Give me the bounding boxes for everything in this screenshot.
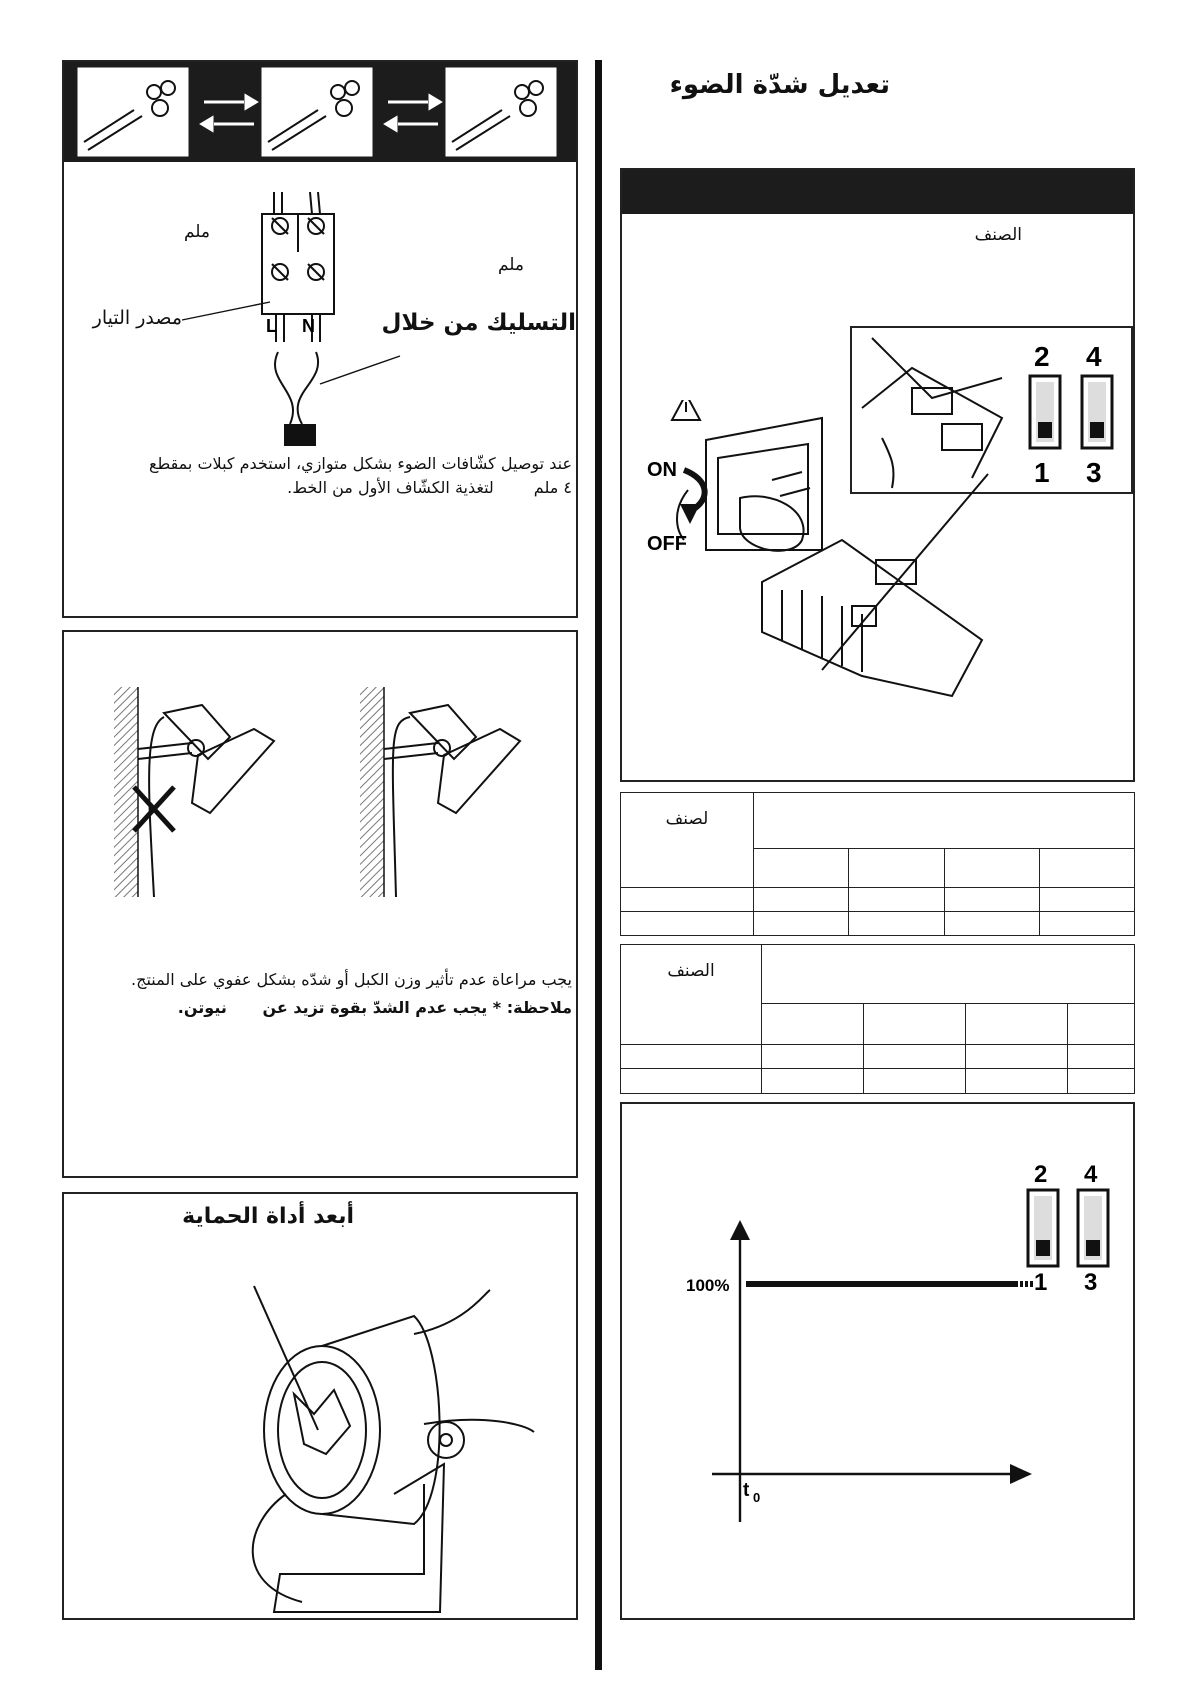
graph-dip-label-3: 3 <box>1084 1269 1098 1296</box>
graph-x-label: t <box>743 1480 750 1501</box>
mounting-panel <box>62 630 578 1178</box>
settings-table-1 <box>620 792 1135 936</box>
mm-label-left: ملم <box>183 222 210 242</box>
mounting-note-line1: يجب مراعاة عدم تأثير وزن الكبل أو شدّه بشكل عفوي على المنتج. <box>131 970 572 989</box>
graph-dip-label-4: 4 <box>1084 1161 1098 1188</box>
mounting-note-line2: ملاحظة: * يجب عدم الشدّ بقوة تزيد عن <box>262 998 572 1017</box>
terminal-l-label: L <box>266 316 277 336</box>
graph-100-label: 100% <box>686 1276 730 1295</box>
spotlight-illustration <box>64 1194 576 1618</box>
mm-label-right: ملم <box>497 255 524 275</box>
graph-dip-label-1: 1 <box>1034 1269 1048 1296</box>
wiring-note-line2: ٤ ملم <box>533 478 572 497</box>
class-label: الصنف <box>974 225 1022 245</box>
column-divider <box>595 60 602 1670</box>
through-wiring-label: التسليك من خلال <box>381 310 576 336</box>
protection-title: أبعد أداة الحماية <box>182 1204 354 1229</box>
wiring-note-line1: عند توصيل كشّافات الضوء بشكل متوازي، استخدم كبلات بمقطع <box>148 454 572 473</box>
switch-settings-panel <box>620 168 1135 782</box>
protection-panel <box>62 1192 578 1620</box>
fixture-illustration <box>622 400 1133 780</box>
table1-header: لصنف <box>665 809 709 829</box>
mounting-note <box>72 998 572 1017</box>
power-source-label: مصدر التيار <box>92 307 182 329</box>
light-output-panel <box>620 1102 1135 1620</box>
dip-label-4: 4 <box>1086 341 1102 372</box>
dip-label-3: 3 <box>1086 457 1102 488</box>
graph-x-subscript: 0 <box>753 1490 761 1505</box>
terminal-n-label: N <box>302 316 315 336</box>
panel-header-bar <box>622 170 1133 214</box>
on-label: ON <box>647 459 677 481</box>
dip-label-1: 1 <box>1034 457 1050 488</box>
wiring-note <box>84 452 572 500</box>
dimming-title: تعديل شدّة الضوء <box>669 70 890 100</box>
light-output-graph <box>622 1104 1133 1618</box>
graph-dip-switches <box>1028 1161 1108 1296</box>
off-label: OFF <box>647 533 687 555</box>
dip-label-2: 2 <box>1034 341 1050 372</box>
mounting-illustration <box>104 687 544 902</box>
settings-table-2 <box>620 944 1135 1094</box>
graph-dip-label-2: 2 <box>1034 1161 1048 1188</box>
wiring-note-line3: لتغذية الكشّاف الأول من الخط. <box>287 478 494 497</box>
mounting-note-unit: نيوتن. <box>177 998 227 1017</box>
table2-header: الصنف <box>667 961 715 981</box>
wiring-panel <box>62 60 578 618</box>
